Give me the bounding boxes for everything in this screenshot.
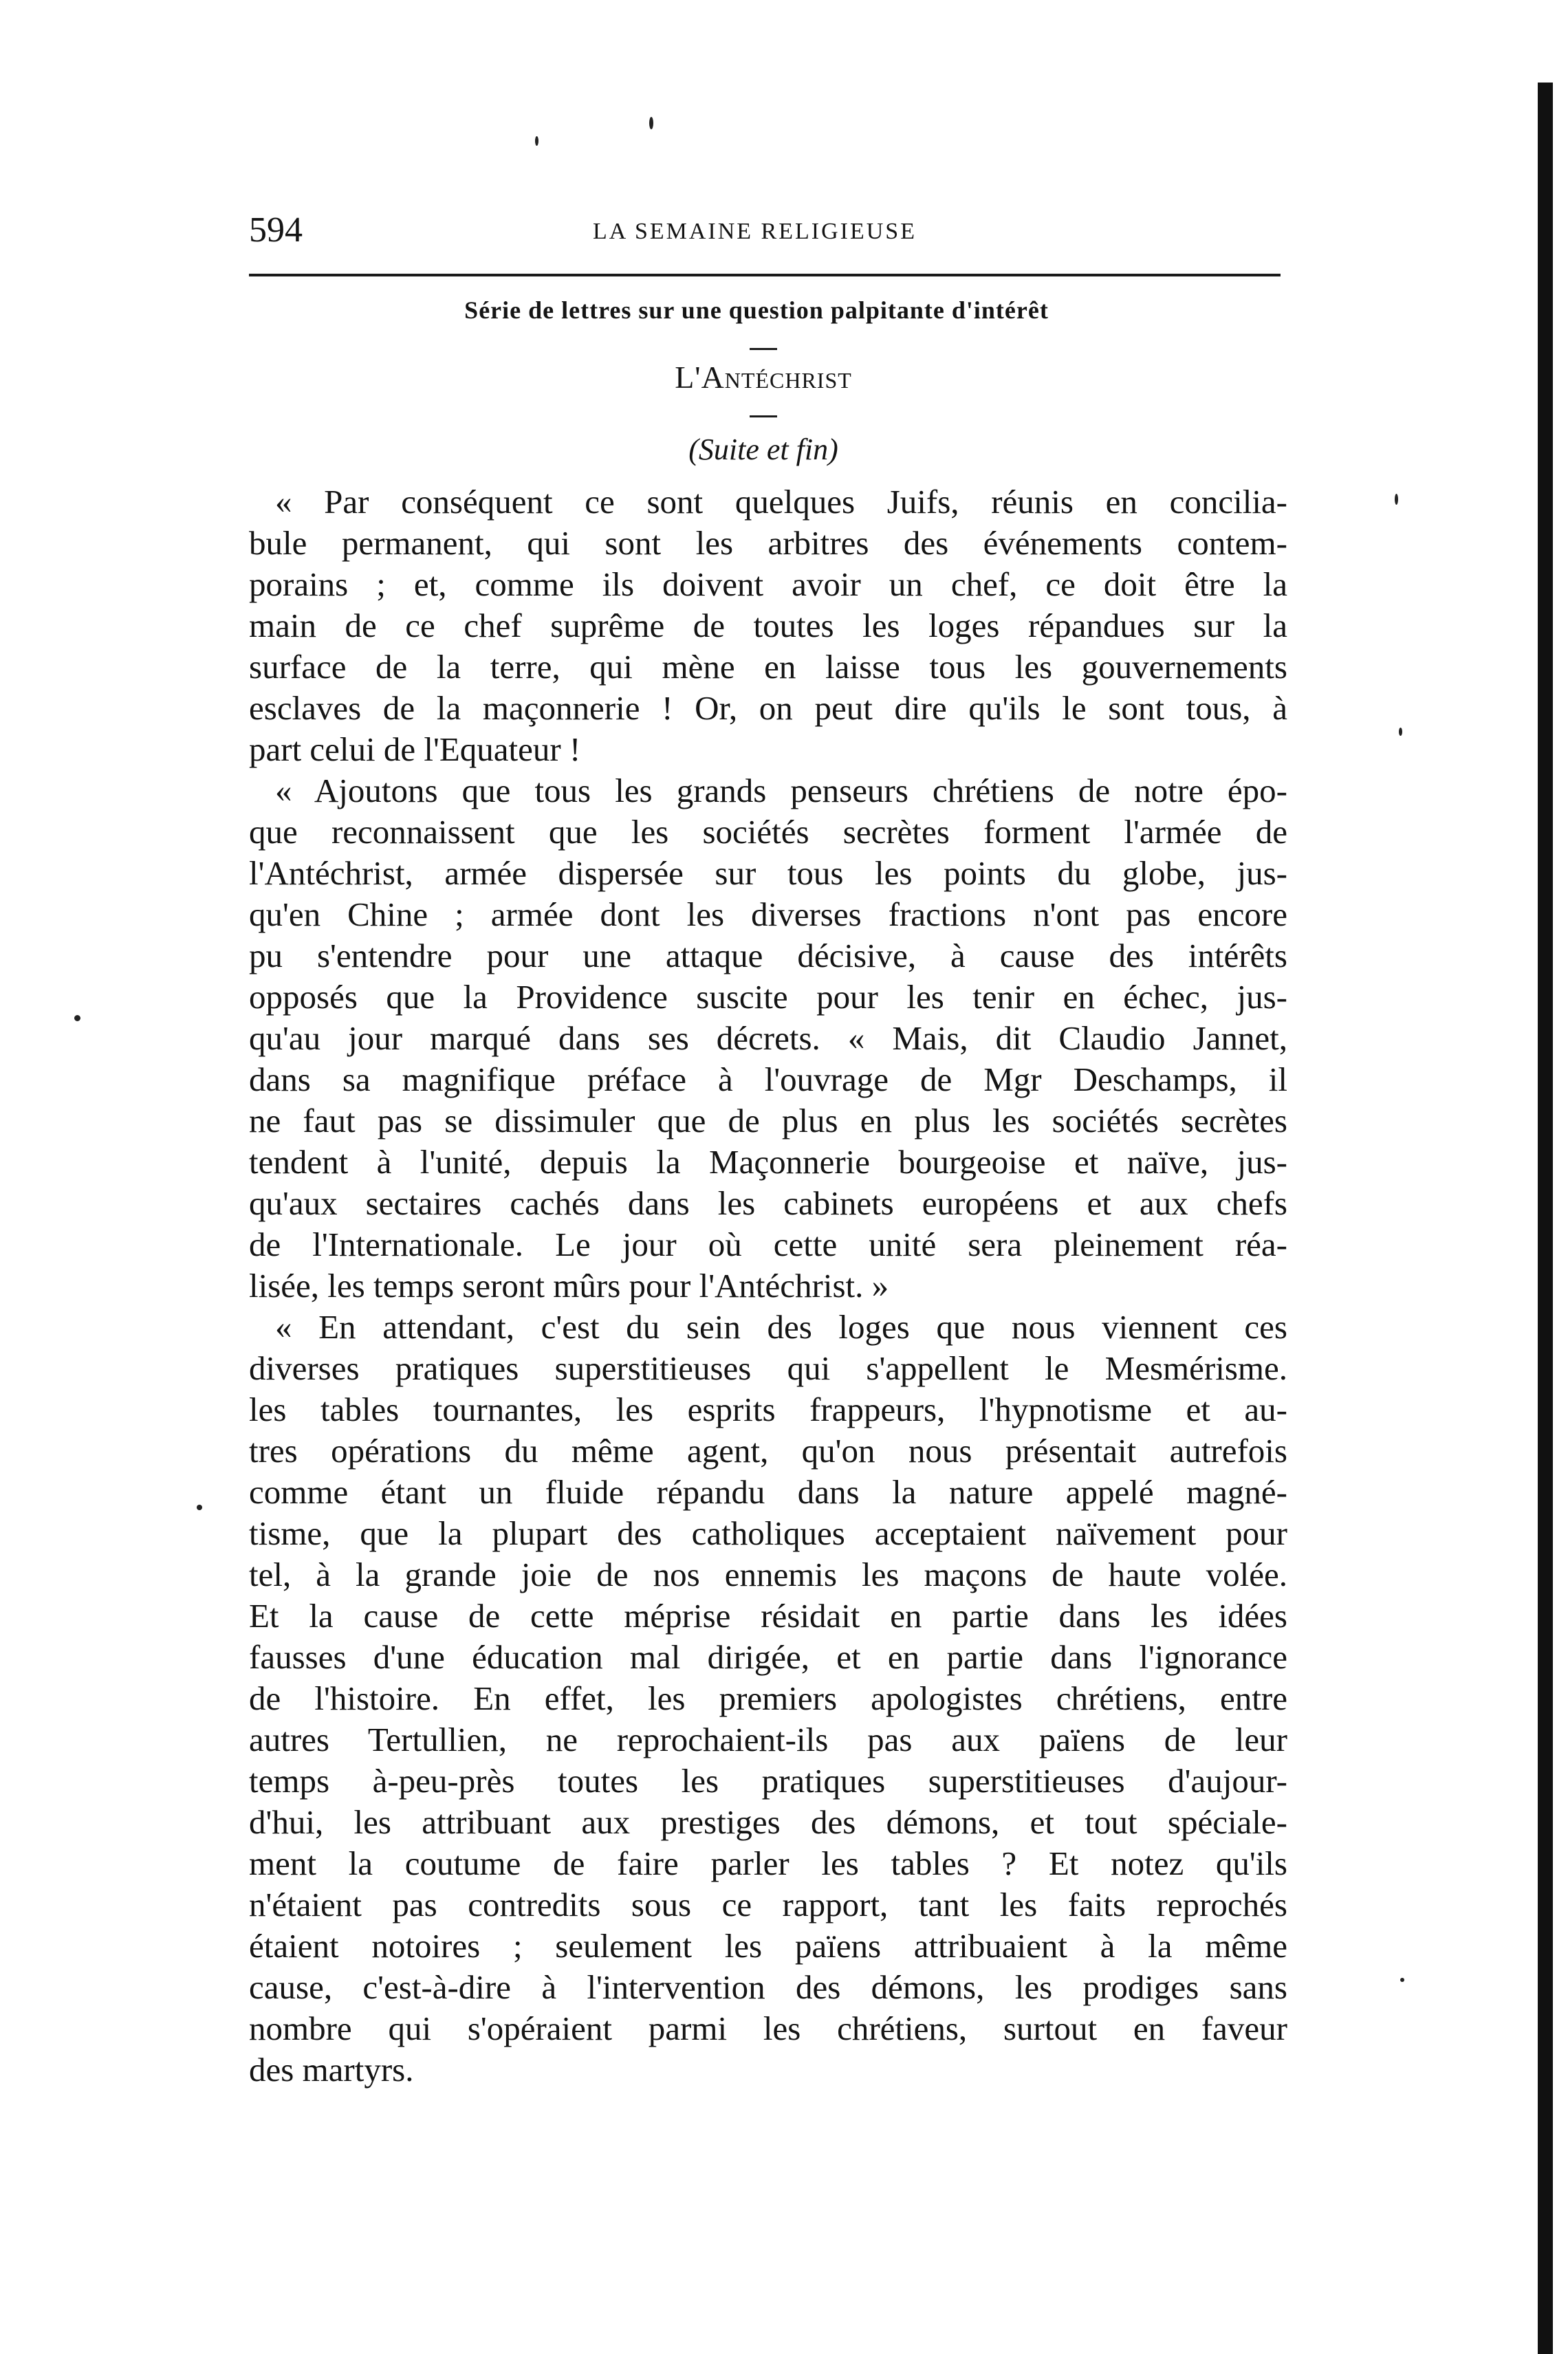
series-title: Série de lettres sur une question palpitante d'intérêt [464,296,1049,324]
body-line: temps à-peu-près toutes les pratiques superstitieuses d'aujour- [249,1762,1287,1800]
body-line: qu'au jour marqué dans ses décrets. « Mais, dit Claudio Jannet, [249,1019,1287,1057]
body-line: esclaves de la maçonnerie ! Or, on peut dire qu'ils le sont tous, à [249,689,1287,727]
body-line: fausses d'une éducation mal dirigée, et en partie dans l'ignorance [249,1638,1287,1676]
scan-speck [1400,1978,1404,1982]
article-subtitle: (Suite et fin) [688,433,838,466]
body-line: bule permanent, qui sont les arbitres des événements contem- [249,524,1287,562]
scan-edge [1538,83,1553,2354]
body-line: des martyrs. [249,2051,414,2089]
body-line: dans sa magnifique préface à l'ouvrage de Mgr Deschamps, il [249,1060,1287,1098]
body-line: opposés que la Providence suscite pour les tenir en échec, jus- [249,978,1287,1016]
body-line: « Par conséquent ce sont quelques Juifs, réunis en concilia- [275,483,1287,521]
body-line: que reconnaissent que les sociétés secrètes forment l'armée de [249,813,1287,851]
page-number: 594 [249,210,303,250]
body-line: surface de la terre, qui mène en laisse tous les gouvernements [249,648,1287,686]
article-title: L'Antéchrist [675,360,852,395]
body-line: « En attendant, c'est du sein des loges que nous viennent ces [275,1308,1287,1346]
body-line: tisme, que la plupart des catholiques acceptaient naïvement pour [249,1514,1287,1552]
body-line: ment la coutume de faire parler les tables ? Et notez qu'ils [249,1844,1287,1882]
body-line: lisée, les temps seront mûrs pour l'Antéchrist. » [249,1267,889,1305]
scan-speck [1395,494,1398,505]
body-line: pu s'entendre pour une attaque décisive, à cause des intérêts [249,937,1287,974]
body-line: autres Tertullien, ne reprochaient-ils pas aux païens de leur [249,1721,1287,1758]
page-header [249,210,1281,251]
body-line: les tables tournantes, les esprits frappeurs, l'hypnotisme et au- [249,1391,1287,1428]
divider-dash [750,415,777,417]
scan-speck [535,136,538,146]
body-line: Et la cause de cette méprise résidait en partie dans les idées [249,1597,1287,1635]
header-rule [249,274,1281,276]
body-line: d'hui, les attribuant aux prestiges des démons, et tout spéciale- [249,1803,1287,1841]
body-line: de l'Internationale. Le jour où cette unité sera pleinement réa- [249,1225,1287,1263]
body-line: porains ; et, comme ils doivent avoir un chef, ce doit être la [249,565,1287,603]
body-line: nombre qui s'opéraient parmi les chrétiens, surtout en faveur [249,2009,1287,2047]
running-head: LA SEMAINE RELIGIEUSE [593,219,917,244]
scan-speck [649,117,653,129]
scan-speck [197,1505,202,1510]
body-line: tendent à l'unité, depuis la Maçonnerie bourgeoise et naïve, jus- [249,1143,1287,1181]
body-line: l'Antéchrist, armée dispersée sur tous les points du globe, jus- [249,854,1287,892]
divider-dash [750,348,777,350]
scan-speck [1399,728,1402,736]
body-line: part celui de l'Equateur ! [249,730,581,768]
body-line: qu'en Chine ; armée dont les diverses fractions n'ont pas encore [249,895,1287,933]
body-line: diverses pratiques superstitieuses qui s'appellent le Mesmérisme. [249,1349,1287,1387]
body-line: « Ajoutons que tous les grands penseurs chrétiens de notre épo- [275,772,1287,809]
body-line: étaient notoires ; seulement les païens attribuaient à la même [249,1927,1287,1965]
body-line: de l'histoire. En effet, les premiers apologistes chrétiens, entre [249,1679,1287,1717]
body-line: comme étant un fluide répandu dans la nature appelé magné- [249,1473,1287,1511]
body-line: tres opérations du même agent, qu'on nous présentait autrefois [249,1432,1287,1470]
body-line: ne faut pas se dissimuler que de plus en plus les sociétés secrètes [249,1102,1287,1140]
scan-speck [74,1015,80,1021]
body-line: main de ce chef suprême de toutes les loges répandues sur la [249,607,1287,644]
body-line: n'étaient pas contredits sous ce rapport, tant les faits reprochés [249,1886,1287,1923]
body-line: qu'aux sectaires cachés dans les cabinets européens et aux chefs [249,1184,1287,1222]
body-line: tel, à la grande joie de nos ennemis les maçons de haute volée. [249,1556,1287,1593]
body-line: cause, c'est-à-dire à l'intervention des démons, les prodiges sans [249,1968,1287,2006]
